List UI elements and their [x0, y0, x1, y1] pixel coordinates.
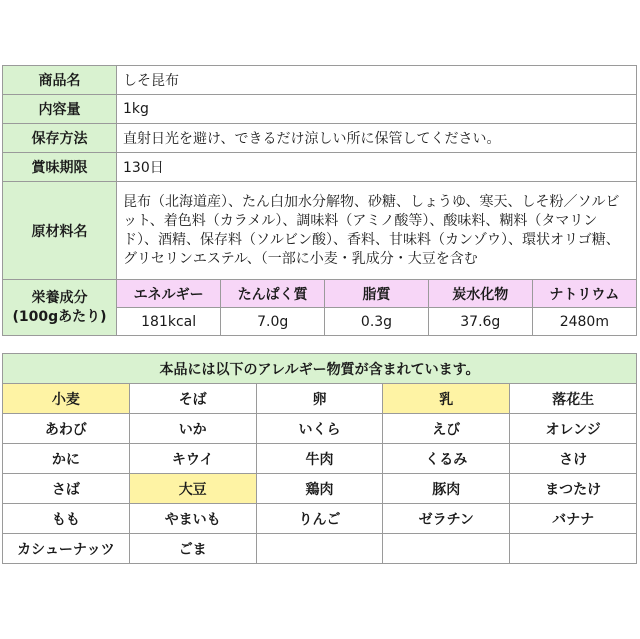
- allergen-item: やまいも: [129, 504, 256, 534]
- allergen-item: りんご: [256, 504, 383, 534]
- allergen-item: 牛肉: [256, 444, 383, 474]
- allergen-item: さば: [3, 474, 130, 504]
- ingredients-label: 原材料名: [3, 182, 117, 280]
- allergen-table: [2, 353, 637, 564]
- allergen-item: かに: [3, 444, 130, 474]
- allergen-item: 卵: [256, 384, 383, 414]
- allergen-item: あわび: [3, 414, 130, 444]
- allergen-item: バナナ: [510, 504, 637, 534]
- allergen-item: いか: [129, 414, 256, 444]
- storage-value: 直射日光を避け、できるだけ涼しい所に保管してください。: [117, 124, 637, 153]
- nutrition-value: 37.6g: [428, 308, 532, 336]
- nutrition-label-sub: (100gあたり): [12, 308, 107, 325]
- allergen-row: [3, 444, 637, 474]
- allergen-item: [510, 534, 637, 564]
- nutrition-header: エネルギー: [117, 280, 221, 308]
- nutrition-header: 脂質: [325, 280, 429, 308]
- allergen-item: 乳: [383, 384, 510, 414]
- allergen-item: ごま: [129, 534, 256, 564]
- nutrition-label: [3, 280, 117, 336]
- content-label: 内容量: [3, 95, 117, 124]
- allergen-item: [383, 534, 510, 564]
- allergen-row: [3, 414, 637, 444]
- allergen-item: キウイ: [129, 444, 256, 474]
- nutrition-table: [117, 280, 636, 335]
- product-info-table: [2, 65, 637, 336]
- allergen-row: [3, 474, 637, 504]
- nutrition-value: 0.3g: [325, 308, 429, 336]
- allergen-item: えび: [383, 414, 510, 444]
- product-name-value: しそ昆布: [117, 66, 637, 95]
- nutrition-header: たんぱく質: [221, 280, 325, 308]
- allergen-item: オレンジ: [510, 414, 637, 444]
- allergen-item: さけ: [510, 444, 637, 474]
- nutrition-cell: [117, 280, 637, 336]
- allergen-item: ゼラチン: [383, 504, 510, 534]
- allergen-item: カシューナッツ: [3, 534, 130, 564]
- nutrition-label-main: 栄養成分: [31, 289, 88, 306]
- allergen-item: [256, 534, 383, 564]
- allergen-item: 鶏肉: [256, 474, 383, 504]
- storage-label: 保存方法: [3, 124, 117, 153]
- product-name-label: 商品名: [3, 66, 117, 95]
- allergen-row: [3, 534, 637, 564]
- allergen-item: もも: [3, 504, 130, 534]
- allergen-item: まつたけ: [510, 474, 637, 504]
- ingredients-value: 昆布（北海道産）、たん白加水分解物、砂糖、しょうゆ、寒天、しそ粉／ソルビット、着色料（カラメル）、調味料（アミノ酸等）、酸味料、糊料（タマリンド）、酒精、保存料（ソルビン酸）、香料、甘味料（カンゾウ）、環状オリゴ糖、グリセリンエステル、（一部に小麦・乳成分・大豆を含む: [117, 182, 637, 280]
- expiry-label: 賞味期限: [3, 153, 117, 182]
- allergen-item: 豚肉: [383, 474, 510, 504]
- nutrition-value: 181kcal: [117, 308, 221, 336]
- nutrition-value: 7.0g: [221, 308, 325, 336]
- allergen-row: [3, 504, 637, 534]
- allergen-item: くるみ: [383, 444, 510, 474]
- nutrition-header: 炭水化物: [428, 280, 532, 308]
- expiry-value: 130日: [117, 153, 637, 182]
- allergen-item: そば: [129, 384, 256, 414]
- allergen-item: いくら: [256, 414, 383, 444]
- content-value: 1kg: [117, 95, 637, 124]
- allergen-row: [3, 384, 637, 414]
- allergen-heading: 本品には以下のアレルギー物質が含まれています。: [3, 354, 637, 384]
- nutrition-header: ナトリウム: [532, 280, 636, 308]
- allergen-item: 落花生: [510, 384, 637, 414]
- allergen-item: 大豆: [129, 474, 256, 504]
- allergen-item: 小麦: [3, 384, 130, 414]
- nutrition-value: 2480m: [532, 308, 636, 336]
